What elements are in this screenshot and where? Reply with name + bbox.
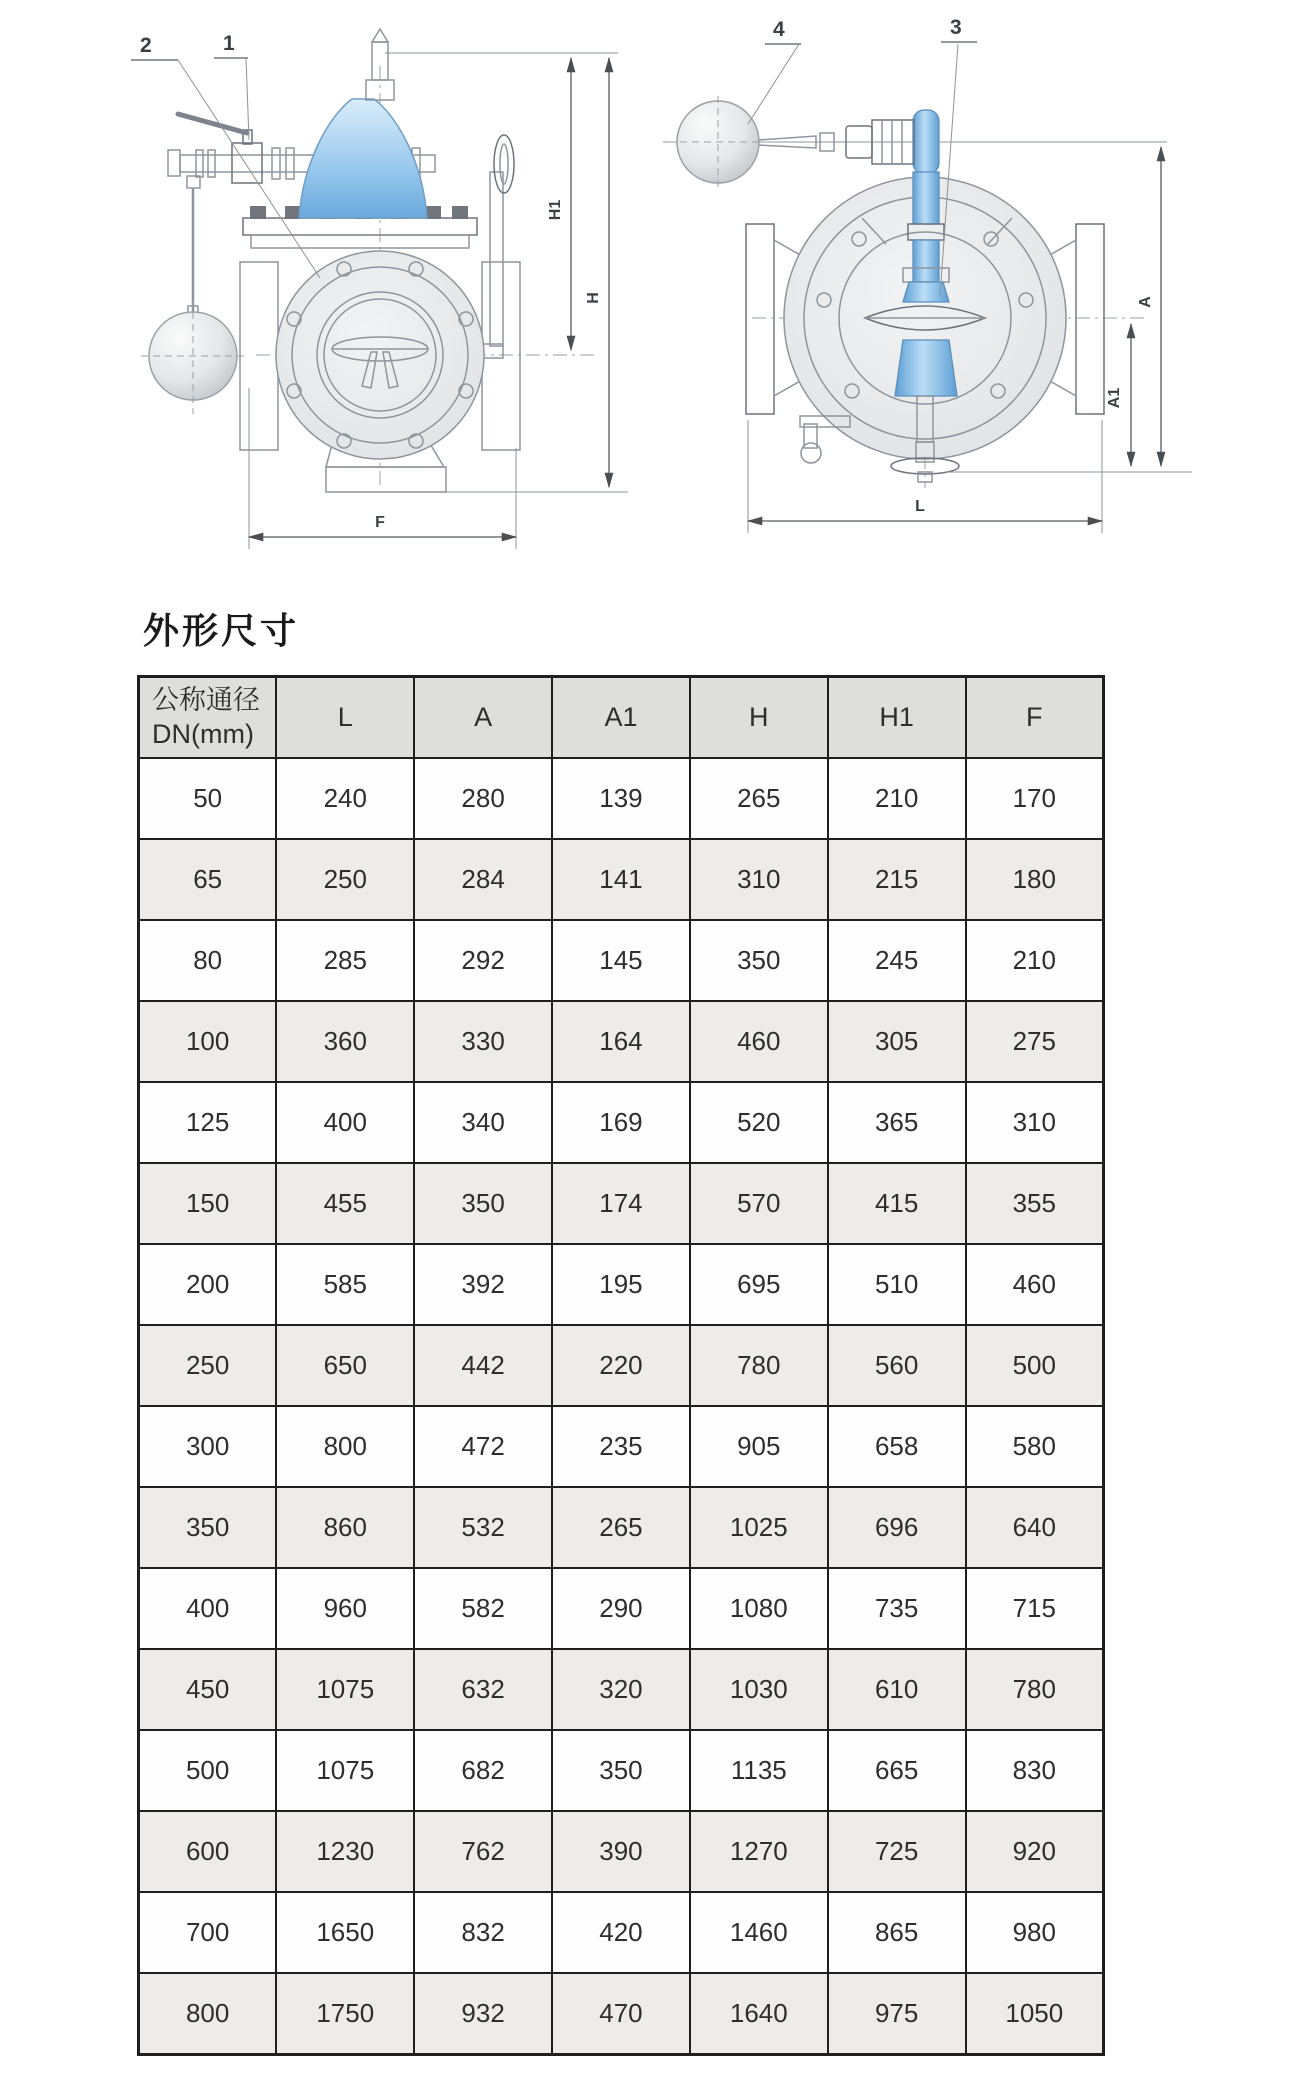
dim-cell-f: 715	[966, 1568, 1104, 1649]
table-row	[139, 1568, 1104, 1649]
table-row	[139, 1406, 1104, 1487]
dim-cell-f: 170	[966, 758, 1104, 839]
dim-cell-l: 960	[276, 1568, 414, 1649]
dim-cell-l: 250	[276, 839, 414, 920]
dim-cell-a: 532	[414, 1487, 552, 1568]
dim-cell-a: 392	[414, 1244, 552, 1325]
table-row	[139, 1163, 1104, 1244]
dim-cell-a1: 169	[552, 1082, 690, 1163]
dim-cell-a1: 141	[552, 839, 690, 920]
table-row	[139, 1811, 1104, 1892]
table-row	[139, 1892, 1104, 1973]
dim-cell-dn: 200	[139, 1244, 277, 1325]
part-label-2: 2	[140, 34, 152, 57]
dim-cell-a1: 139	[552, 758, 690, 839]
dim-label-a: A	[1137, 296, 1154, 308]
dim-cell-a: 582	[414, 1568, 552, 1649]
dim-cell-h1: 975	[828, 1973, 966, 2055]
dim-label-l: L	[915, 498, 925, 515]
dim-cell-f: 210	[966, 920, 1104, 1001]
dim-cell-l: 1075	[276, 1730, 414, 1811]
header-cell-f: F	[966, 677, 1104, 759]
dim-cell-a1: 164	[552, 1001, 690, 1082]
header-cell-a: A	[414, 677, 552, 759]
table-row	[139, 758, 1104, 839]
dim-cell-a1: 220	[552, 1325, 690, 1406]
dim-cell-a: 280	[414, 758, 552, 839]
dim-cell-l: 1750	[276, 1973, 414, 2055]
dim-cell-dn: 50	[139, 758, 277, 839]
dim-cell-l: 800	[276, 1406, 414, 1487]
valve-body-front	[276, 251, 484, 459]
dim-cell-a1: 350	[552, 1730, 690, 1811]
dim-cell-a: 932	[414, 1973, 552, 2055]
dim-cell-h: 460	[690, 1001, 828, 1082]
dim-cell-h1: 725	[828, 1811, 966, 1892]
dim-cell-h: 1030	[690, 1649, 828, 1730]
dim-cell-l: 455	[276, 1163, 414, 1244]
dim-cell-f: 830	[966, 1730, 1104, 1811]
dim-cell-h: 1640	[690, 1973, 828, 2055]
dim-cell-h: 520	[690, 1082, 828, 1163]
dim-cell-l: 360	[276, 1001, 414, 1082]
dim-cell-l: 1075	[276, 1649, 414, 1730]
dim-cell-l: 585	[276, 1244, 414, 1325]
dim-cell-h1: 245	[828, 920, 966, 1001]
dimension-table-header	[139, 677, 1104, 759]
dim-cell-dn: 150	[139, 1163, 277, 1244]
dim-cell-h1: 696	[828, 1487, 966, 1568]
dim-cell-h: 1460	[690, 1892, 828, 1973]
dim-cell-h1: 658	[828, 1406, 966, 1487]
dim-cell-h1: 215	[828, 839, 966, 920]
dim-cell-a: 292	[414, 920, 552, 1001]
header-cell-h1: H1	[828, 677, 966, 759]
dim-cell-f: 580	[966, 1406, 1104, 1487]
dim-cell-a1: 265	[552, 1487, 690, 1568]
dim-cell-dn: 65	[139, 839, 277, 920]
dim-cell-h: 350	[690, 920, 828, 1001]
dim-cell-f: 640	[966, 1487, 1104, 1568]
dim-cell-a: 472	[414, 1406, 552, 1487]
dim-cell-f: 780	[966, 1649, 1104, 1730]
dim-cell-h: 1080	[690, 1568, 828, 1649]
dim-cell-a: 340	[414, 1082, 552, 1163]
dim-cell-h1: 510	[828, 1244, 966, 1325]
dim-cell-l: 240	[276, 758, 414, 839]
dim-cell-h1: 735	[828, 1568, 966, 1649]
dimension-table-body	[139, 758, 1104, 2055]
part-label-1: 1	[223, 32, 235, 55]
dim-cell-l: 285	[276, 920, 414, 1001]
part-label-4: 4	[773, 18, 785, 41]
dim-cell-h1: 665	[828, 1730, 966, 1811]
dim-cell-h: 905	[690, 1406, 828, 1487]
dimension-table	[137, 675, 1105, 2056]
section-title: 外形尺寸	[143, 610, 300, 651]
table-row	[139, 1244, 1104, 1325]
dim-cell-a1: 320	[552, 1649, 690, 1730]
side-view-drawing	[663, 16, 1192, 533]
dim-cell-h1: 365	[828, 1082, 966, 1163]
header-cell-h: H	[690, 677, 828, 759]
dim-cell-h: 780	[690, 1325, 828, 1406]
dim-cell-a: 682	[414, 1730, 552, 1811]
dim-cell-h: 265	[690, 758, 828, 839]
dim-label-h: H	[585, 292, 602, 304]
table-row	[139, 1001, 1104, 1082]
table-row	[139, 1649, 1104, 1730]
dim-cell-dn: 450	[139, 1649, 277, 1730]
dim-cell-dn: 100	[139, 1001, 277, 1082]
dim-cell-a: 832	[414, 1892, 552, 1973]
dim-cell-f: 275	[966, 1001, 1104, 1082]
dim-cell-l: 400	[276, 1082, 414, 1163]
dim-cell-l: 1650	[276, 1892, 414, 1973]
dim-cell-a1: 174	[552, 1163, 690, 1244]
dim-cell-a: 632	[414, 1649, 552, 1730]
dim-cell-dn: 80	[139, 920, 277, 1001]
dim-cell-dn: 700	[139, 1892, 277, 1973]
dim-cell-f: 180	[966, 839, 1104, 920]
dim-cell-f: 500	[966, 1325, 1104, 1406]
dim-cell-h1: 865	[828, 1892, 966, 1973]
dim-label-f: F	[375, 514, 385, 531]
dim-cell-dn: 800	[139, 1973, 277, 2055]
diaphragm-dome	[299, 99, 427, 218]
front-view-drawing	[131, 29, 628, 549]
dim-cell-a1: 235	[552, 1406, 690, 1487]
dim-label-h1: H1	[547, 199, 564, 221]
table-row	[139, 1325, 1104, 1406]
dim-cell-f: 355	[966, 1163, 1104, 1244]
dim-cell-a1: 470	[552, 1973, 690, 2055]
dim-cell-dn: 125	[139, 1082, 277, 1163]
dim-cell-a: 350	[414, 1163, 552, 1244]
dim-cell-dn: 300	[139, 1406, 277, 1487]
dim-cell-h1: 415	[828, 1163, 966, 1244]
dim-cell-h: 310	[690, 839, 828, 920]
dim-cell-h1: 210	[828, 758, 966, 839]
dim-cell-a: 284	[414, 839, 552, 920]
dim-cell-a1: 290	[552, 1568, 690, 1649]
dim-cell-a: 330	[414, 1001, 552, 1082]
header-cell-l: L	[276, 677, 414, 759]
dim-cell-h: 570	[690, 1163, 828, 1244]
dim-cell-dn: 500	[139, 1730, 277, 1811]
dim-cell-a1: 195	[552, 1244, 690, 1325]
table-row	[139, 920, 1104, 1001]
dim-cell-a: 762	[414, 1811, 552, 1892]
dim-cell-l: 1230	[276, 1811, 414, 1892]
technical-drawings	[0, 0, 1300, 575]
dim-cell-f: 460	[966, 1244, 1104, 1325]
dim-cell-a: 442	[414, 1325, 552, 1406]
header-row	[139, 677, 1104, 759]
dim-cell-f: 1050	[966, 1973, 1104, 2055]
table-row	[139, 1730, 1104, 1811]
dim-label-a1: A1	[1106, 387, 1123, 409]
dim-cell-a1: 420	[552, 1892, 690, 1973]
dn-label-line1: 公称通径	[152, 684, 260, 715]
dim-cell-a1: 145	[552, 920, 690, 1001]
dim-cell-dn: 350	[139, 1487, 277, 1568]
dim-cell-h1: 610	[828, 1649, 966, 1730]
dn-label-line2: DN(mm)	[152, 718, 254, 749]
dim-cell-dn: 400	[139, 1568, 277, 1649]
dim-cell-h1: 560	[828, 1325, 966, 1406]
table-row	[139, 1082, 1104, 1163]
dim-cell-h1: 305	[828, 1001, 966, 1082]
dim-cell-l: 650	[276, 1325, 414, 1406]
dim-cell-dn: 600	[139, 1811, 277, 1892]
table-row	[139, 1973, 1104, 2055]
dim-cell-dn: 250	[139, 1325, 277, 1406]
header-cell-dn	[139, 677, 277, 759]
table-row	[139, 1487, 1104, 1568]
dim-cell-h: 1025	[690, 1487, 828, 1568]
dim-cell-h: 1270	[690, 1811, 828, 1892]
part-label-3: 3	[950, 16, 962, 39]
dim-cell-f: 310	[966, 1082, 1104, 1163]
dim-cell-f: 980	[966, 1892, 1104, 1973]
dim-cell-f: 920	[966, 1811, 1104, 1892]
dim-cell-a1: 390	[552, 1811, 690, 1892]
header-cell-a1: A1	[552, 677, 690, 759]
dim-cell-h: 695	[690, 1244, 828, 1325]
dim-cell-h: 1135	[690, 1730, 828, 1811]
dim-cell-l: 860	[276, 1487, 414, 1568]
table-row	[139, 839, 1104, 920]
gauge-handwheel	[494, 135, 514, 193]
